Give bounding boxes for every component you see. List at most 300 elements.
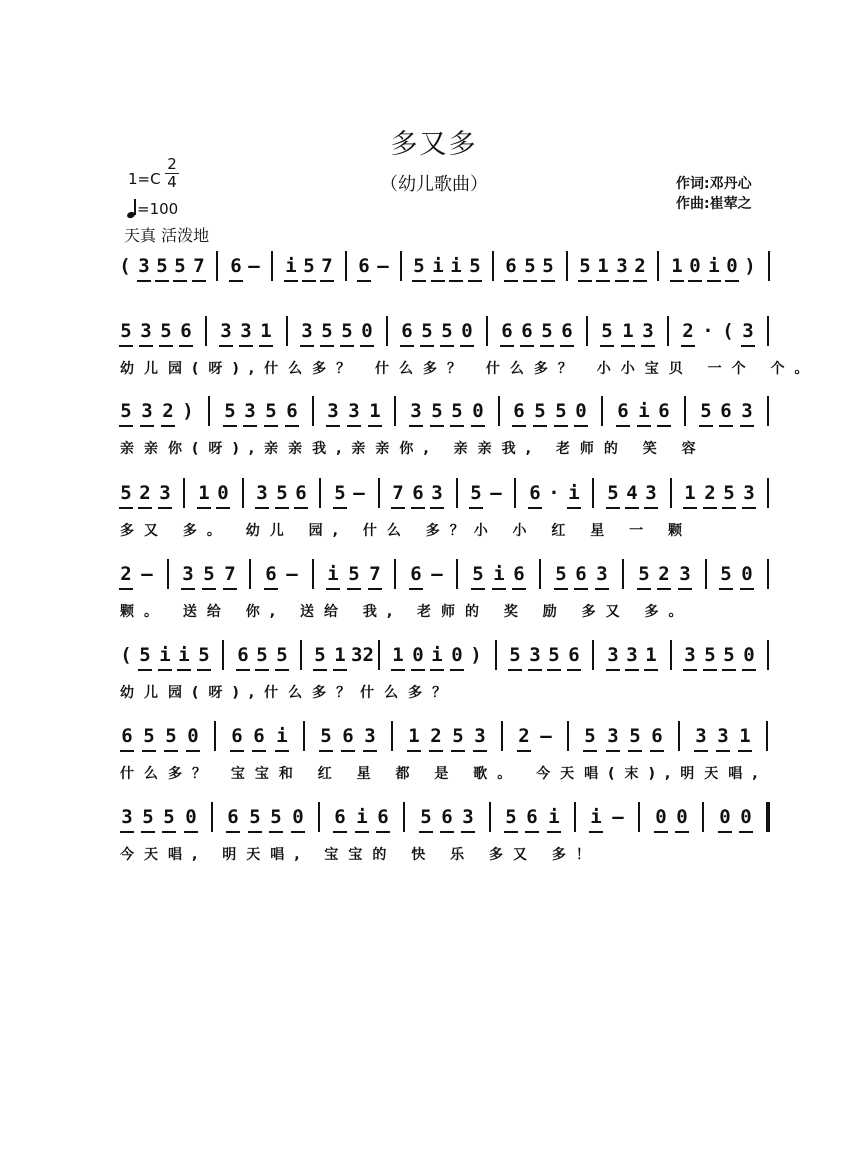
note: 6 <box>377 806 389 828</box>
beam-underline <box>341 750 355 752</box>
beam-underline <box>681 345 695 347</box>
beam-underline <box>139 345 153 347</box>
note: 5 <box>542 255 554 277</box>
notation-line <box>116 400 778 430</box>
note: 6 <box>505 255 517 277</box>
beam-underline <box>409 588 423 590</box>
beam-underline <box>181 588 195 590</box>
note: 5 <box>509 644 521 666</box>
note: 5 <box>601 320 613 342</box>
beam-underline <box>223 425 237 427</box>
barline <box>767 478 769 508</box>
beam-underline <box>703 507 717 509</box>
beam-underline <box>739 831 753 833</box>
barline <box>514 478 516 508</box>
beam-underline <box>520 345 534 347</box>
note: i <box>568 482 580 504</box>
note: – <box>431 563 443 585</box>
beam-underline <box>567 669 581 671</box>
beam-underline <box>275 669 289 671</box>
note: 0 <box>655 806 667 828</box>
note: 5 <box>142 806 154 828</box>
note: 5 <box>469 255 481 277</box>
note: 5 <box>139 644 151 666</box>
note: 6 <box>568 644 580 666</box>
note: 0 <box>361 320 373 342</box>
note: ( <box>119 255 131 277</box>
beam-underline <box>460 345 474 347</box>
beam-underline <box>412 280 426 282</box>
barline <box>303 721 305 751</box>
note: 1 <box>645 644 657 666</box>
beam-underline <box>450 425 464 427</box>
barline <box>486 316 488 346</box>
note: i <box>159 644 171 666</box>
note: 5 <box>584 725 596 747</box>
beam-underline <box>725 280 739 282</box>
barline <box>242 478 244 508</box>
barline <box>222 640 224 670</box>
note: 2 <box>430 725 442 747</box>
beam-underline <box>429 750 443 752</box>
beam-underline <box>420 345 434 347</box>
note: 5 <box>198 644 210 666</box>
barline <box>592 478 594 508</box>
beam-underline <box>357 280 371 282</box>
note: 6 <box>342 725 354 747</box>
beam-underline <box>313 669 327 671</box>
barline <box>501 721 503 751</box>
beam-underline <box>583 750 597 752</box>
beam-underline <box>229 280 243 282</box>
beam-underline <box>742 669 756 671</box>
key-signature: 1=C <box>128 170 161 188</box>
note: ) <box>744 255 756 277</box>
quarter-note-icon <box>127 202 137 218</box>
beam-underline <box>319 750 333 752</box>
beam-underline <box>291 831 305 833</box>
note: – <box>141 563 153 585</box>
lyric-line: 颗。 送给 你, 送给 我, 老师的 奖 励 多又 多。 <box>120 604 693 620</box>
note: 5 <box>143 725 155 747</box>
note: 1 <box>597 255 609 277</box>
beam-underline <box>596 280 610 282</box>
beam-underline <box>158 669 172 671</box>
notation-line <box>116 320 778 350</box>
barline <box>394 559 396 589</box>
note: i <box>450 255 462 277</box>
beam-underline <box>177 669 191 671</box>
barline <box>249 559 251 589</box>
note: 7 <box>193 255 205 277</box>
note: ( <box>722 320 734 342</box>
beam-underline <box>155 280 169 282</box>
beam-underline <box>554 425 568 427</box>
barline <box>622 559 624 589</box>
notation-line <box>116 255 778 285</box>
beam-underline <box>236 669 250 671</box>
beam-underline <box>528 669 542 671</box>
beam-underline <box>284 280 298 282</box>
note: – <box>377 255 389 277</box>
note: · <box>548 482 560 504</box>
note: 3 <box>140 320 152 342</box>
note: 1 <box>408 725 420 747</box>
note: 1 <box>622 320 634 342</box>
note: 6 <box>561 320 573 342</box>
beam-underline <box>440 831 454 833</box>
lyric-line: 幼儿园(呀),什么多？ 什么多？ 什么多？ 小小宝贝 一个 个。 <box>120 361 819 377</box>
note: 6 <box>401 320 413 342</box>
beam-underline <box>368 588 382 590</box>
note: 6 <box>358 255 370 277</box>
beam-underline <box>197 669 211 671</box>
notation-line <box>116 806 778 836</box>
note: 3 <box>679 563 691 585</box>
note: 5 <box>555 563 567 585</box>
beam-underline <box>173 280 187 282</box>
note: 5 <box>341 320 353 342</box>
note: 5 <box>120 320 132 342</box>
note: 1 <box>684 482 696 504</box>
beam-underline <box>294 507 308 509</box>
note: 5 <box>524 255 536 277</box>
note: ) <box>470 644 482 666</box>
beam-underline <box>469 507 483 509</box>
note: 0 <box>719 806 731 828</box>
note: 5 <box>452 725 464 747</box>
barline <box>394 396 396 426</box>
note: 6 <box>295 482 307 504</box>
note: i <box>708 255 720 277</box>
beam-underline <box>738 750 752 752</box>
note: 0 <box>185 806 197 828</box>
barline <box>403 802 405 832</box>
note: 6 <box>286 400 298 422</box>
beam-underline <box>694 750 708 752</box>
note: 5 <box>470 482 482 504</box>
beam-underline <box>699 425 713 427</box>
beam-underline <box>300 345 314 347</box>
note: 2 <box>139 482 151 504</box>
note: 6 <box>529 482 541 504</box>
beam-underline <box>683 669 697 671</box>
note: 5 <box>421 320 433 342</box>
beam-underline <box>678 588 692 590</box>
beam-underline <box>119 425 133 427</box>
barline <box>400 251 402 281</box>
barline <box>167 559 169 589</box>
beam-underline <box>409 425 423 427</box>
note: 3 <box>256 482 268 504</box>
barline <box>312 559 314 589</box>
note: 0 <box>676 806 688 828</box>
beam-underline <box>637 425 651 427</box>
beam-underline <box>192 280 206 282</box>
beam-underline <box>264 588 278 590</box>
barline <box>566 251 568 281</box>
note: 2 <box>518 725 530 747</box>
note: 1 <box>260 320 272 342</box>
beam-underline <box>400 345 414 347</box>
note: 5 <box>579 255 591 277</box>
final-barline <box>766 802 770 832</box>
note: 3 <box>684 644 696 666</box>
note: 3 <box>742 320 754 342</box>
note: 6 <box>253 725 265 747</box>
note: 0 <box>575 400 587 422</box>
note: 3 <box>642 320 654 342</box>
note: 0 <box>187 725 199 747</box>
note: ) <box>182 400 194 422</box>
lyric-line: 什么多？ 宝宝和 红 星 都 是 歌。 今天唱(末),明天唱, <box>120 766 768 782</box>
note: 32 <box>351 644 374 666</box>
note: 5 <box>720 563 732 585</box>
beam-underline <box>158 507 172 509</box>
note: 6 <box>513 563 525 585</box>
note: 5 <box>120 482 132 504</box>
beam-underline <box>742 507 756 509</box>
note: 5 <box>249 806 261 828</box>
note: 5 <box>534 400 546 422</box>
note: 5 <box>723 644 735 666</box>
beam-underline <box>430 425 444 427</box>
beam-underline <box>333 669 347 671</box>
beam-underline <box>504 831 518 833</box>
beam-underline <box>255 669 269 671</box>
note: 5 <box>256 644 268 666</box>
beam-underline <box>512 588 526 590</box>
note: 0 <box>412 644 424 666</box>
notation-line <box>116 644 778 674</box>
note: 5 <box>321 320 333 342</box>
note: 6 <box>720 400 732 422</box>
barline <box>391 721 393 751</box>
note: 3 <box>159 482 171 504</box>
note: 5 <box>472 563 484 585</box>
note: 5 <box>203 563 215 585</box>
beam-underline <box>376 831 390 833</box>
note: 6 <box>658 400 670 422</box>
note: i <box>590 806 602 828</box>
beam-underline <box>533 425 547 427</box>
beam-underline <box>347 588 361 590</box>
note: 5 <box>270 806 282 828</box>
song-title: 多又多 <box>390 129 478 160</box>
beam-underline <box>621 345 635 347</box>
beam-underline <box>363 750 377 752</box>
note: 0 <box>743 644 755 666</box>
note: 3 <box>431 482 443 504</box>
note: 5 <box>431 400 443 422</box>
beam-underline <box>142 750 156 752</box>
beam-underline <box>184 831 198 833</box>
note: 0 <box>726 255 738 277</box>
beam-underline <box>368 425 382 427</box>
barline <box>657 251 659 281</box>
note: 2 <box>682 320 694 342</box>
barline <box>638 802 640 832</box>
note: 0 <box>472 400 484 422</box>
credits <box>676 174 752 214</box>
beam-underline <box>688 280 702 282</box>
beam-underline <box>159 345 173 347</box>
beam-underline <box>625 669 639 671</box>
note: i <box>327 563 339 585</box>
barline <box>767 559 769 589</box>
notation-line <box>116 725 778 755</box>
note: 6 <box>265 563 277 585</box>
beam-underline <box>606 669 620 671</box>
note: 5 <box>607 482 619 504</box>
note: 5 <box>163 806 175 828</box>
beam-underline <box>641 345 655 347</box>
beam-underline <box>471 425 485 427</box>
note: 3 <box>616 255 628 277</box>
note: 6 <box>412 482 424 504</box>
barline <box>318 802 320 832</box>
note: 7 <box>224 563 236 585</box>
beam-underline <box>320 345 334 347</box>
beam-underline <box>722 507 736 509</box>
note: – <box>353 482 365 504</box>
beam-underline <box>473 750 487 752</box>
barline <box>574 802 576 832</box>
barline <box>456 478 458 508</box>
note: 3 <box>301 320 313 342</box>
beam-underline <box>637 588 651 590</box>
note: 5 <box>505 806 517 828</box>
beam-underline <box>461 831 475 833</box>
beam-underline <box>252 750 266 752</box>
beam-underline <box>703 669 717 671</box>
beam-underline <box>162 831 176 833</box>
note: 3 <box>743 482 755 504</box>
beam-underline <box>719 588 733 590</box>
note: 1 <box>369 400 381 422</box>
note: 5 <box>174 255 186 277</box>
note: 3 <box>596 563 608 585</box>
barline <box>489 802 491 832</box>
note: 0 <box>461 320 473 342</box>
beam-underline <box>468 280 482 282</box>
beam-underline <box>302 280 316 282</box>
note: 1 <box>334 644 346 666</box>
beam-underline <box>333 831 347 833</box>
beam-underline <box>411 507 425 509</box>
beam-underline <box>541 280 555 282</box>
beam-underline <box>411 669 425 671</box>
beam-underline <box>164 750 178 752</box>
barline <box>456 559 458 589</box>
barline <box>300 640 302 670</box>
beam-underline <box>600 345 614 347</box>
beam-underline <box>449 280 463 282</box>
note: 5 <box>629 725 641 747</box>
expression-marking: 天真 活泼地 <box>124 226 210 245</box>
note: 3 <box>741 400 753 422</box>
barline <box>214 721 216 751</box>
note: i <box>638 400 650 422</box>
note: 5 <box>276 644 288 666</box>
barline <box>601 396 603 426</box>
note: 5 <box>555 400 567 422</box>
note: 5 <box>541 320 553 342</box>
barline <box>312 396 314 426</box>
lyric-line: 亲亲你(呀),亲亲我,亲亲你, 亲亲我, 老师的 笑 容 <box>120 441 706 457</box>
beam-underline <box>554 588 568 590</box>
note: 0 <box>292 806 304 828</box>
barline <box>767 396 769 426</box>
note: 2 <box>634 255 646 277</box>
time-signature <box>165 156 179 191</box>
beam-underline <box>430 669 444 671</box>
beam-underline <box>644 507 658 509</box>
barline <box>286 316 288 346</box>
beam-underline <box>320 280 334 282</box>
beam-underline <box>223 588 237 590</box>
note: 5 <box>451 400 463 422</box>
note: 2 <box>658 563 670 585</box>
barline <box>205 316 207 346</box>
barline <box>183 478 185 508</box>
beam-underline <box>675 831 689 833</box>
note: 5 <box>413 255 425 277</box>
note: 7 <box>321 255 333 277</box>
note: 3 <box>327 400 339 422</box>
beam-underline <box>595 588 609 590</box>
beam-underline <box>741 345 755 347</box>
barline <box>378 478 380 508</box>
beam-underline <box>219 345 233 347</box>
tempo-marking <box>127 200 178 218</box>
note: – <box>286 563 298 585</box>
barline <box>319 478 321 508</box>
note: 5 <box>303 255 315 277</box>
beam-underline <box>547 831 561 833</box>
note: 6 <box>231 725 243 747</box>
note: 1 <box>198 482 210 504</box>
beam-underline <box>574 588 588 590</box>
note: 1 <box>671 255 683 277</box>
barline <box>670 478 672 508</box>
note: 6 <box>237 644 249 666</box>
beam-underline <box>119 588 133 590</box>
beam-underline <box>589 831 603 833</box>
note: 3 <box>364 725 376 747</box>
beam-underline <box>440 345 454 347</box>
note: 5 <box>700 400 712 422</box>
beam-underline <box>707 280 721 282</box>
beam-underline <box>326 425 340 427</box>
note: 5 <box>160 320 172 342</box>
barline <box>705 559 707 589</box>
beam-underline <box>340 345 354 347</box>
notation-line <box>116 563 778 593</box>
barline <box>768 251 770 281</box>
note: 5 <box>420 806 432 828</box>
beam-underline <box>657 588 671 590</box>
beam-underline <box>161 425 175 427</box>
beam-underline <box>517 750 531 752</box>
composer-credit: 作曲:崔荤之 <box>676 196 752 212</box>
beam-underline <box>216 507 230 509</box>
beam-underline <box>255 507 269 509</box>
note: 3 <box>695 725 707 747</box>
beam-underline <box>264 425 278 427</box>
barline <box>684 396 686 426</box>
note: 5 <box>120 400 132 422</box>
